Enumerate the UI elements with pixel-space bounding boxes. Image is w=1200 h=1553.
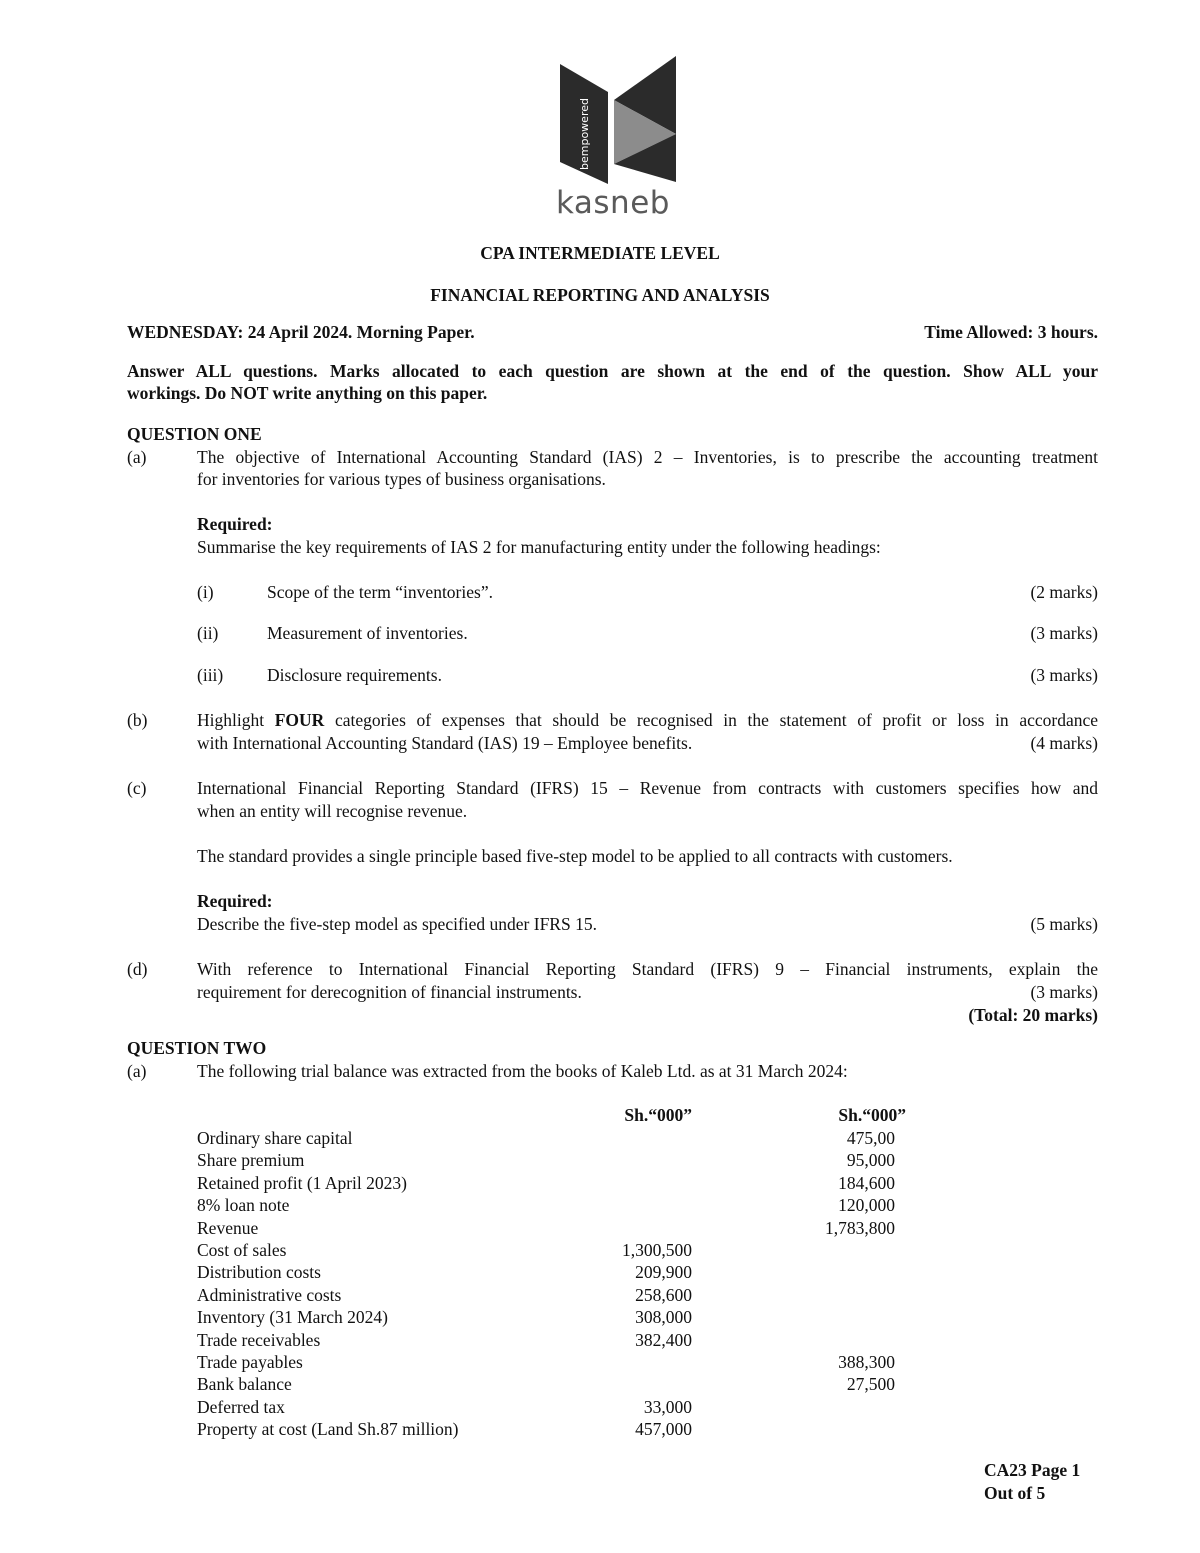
tb-row-debit: 33,000 xyxy=(643,1396,692,1417)
tb-row-item: Deferred tax xyxy=(197,1396,285,1417)
tb-row-item: Trade receivables xyxy=(197,1329,321,1350)
tb-row-item: Trade payables xyxy=(197,1352,303,1372)
tb-row-credit: 475,00 xyxy=(846,1128,895,1148)
q1d-line1: With reference to International Financial Reporting Standard (IFRS) 9 – Financial instruments, explain the xyxy=(197,959,1098,979)
q1c-line1: International Financial Reporting Standard (IFRS) 15 – Revenue from contracts with customers specifies how and xyxy=(197,778,1098,798)
time-allowed: Time Allowed: 3 hours. xyxy=(924,322,1098,342)
q2a-intro: The following trial balance was extracted from the books of Kaleb Ltd. as at 31 March 2024: xyxy=(197,1061,848,1081)
q1c-para2: The standard provides a single principle based five-step model to be applied to all contracts with customers. xyxy=(197,846,953,866)
question-two-title: QUESTION TWO xyxy=(127,1038,267,1058)
q1b-label: (b) xyxy=(127,710,148,730)
tb-row-debit: 258,600 xyxy=(635,1284,692,1305)
instructions-line1: Answer ALL questions. Marks allocated to each question are shown at the end of the question. Show ALL your xyxy=(127,361,1098,381)
exam-date: WEDNESDAY: 24 April 2024. Morning Paper. xyxy=(127,322,475,342)
q1c-instruction: Describe the five-step model as specified under IFRS 15. xyxy=(197,914,597,934)
q1a-part-num: (ii) xyxy=(197,623,219,643)
q1d-label: (d) xyxy=(127,959,148,979)
q1b-line1: Highlight FOUR categories of expenses that should be recognised in the statement of profit or loss in accordance xyxy=(197,710,1099,730)
logo-tagline: bempowered xyxy=(578,98,591,170)
q1a-part-num: (i) xyxy=(197,582,214,602)
q1a-required: Required: xyxy=(197,514,273,534)
q1a-part-text: Disclosure requirements. xyxy=(267,665,442,685)
q1c-required: Required: xyxy=(197,891,273,911)
tb-col-debit-header: Sh.“000” xyxy=(624,1105,692,1125)
tb-row-credit: 95,000 xyxy=(846,1150,895,1171)
q1a-part-text: Measurement of inventories. xyxy=(267,623,468,643)
page-number: CA23 Page 1 xyxy=(984,1460,1081,1480)
q1a-line2: for inventories for various types of business organisations. xyxy=(197,469,606,489)
q1a-label: (a) xyxy=(127,447,147,467)
q1a-part-marks: (3 marks) xyxy=(1030,623,1098,643)
tb-row-credit: 184,600 xyxy=(838,1172,895,1193)
tb-row-item: Share premium xyxy=(197,1150,305,1171)
q1c-label: (c) xyxy=(127,778,147,798)
q1a-part-marks: (3 marks) xyxy=(1030,665,1098,685)
tb-row-item: 8% loan note xyxy=(197,1195,290,1216)
tb-row-item: Cost of sales xyxy=(197,1240,287,1260)
tb-row-debit: 209,900 xyxy=(635,1262,692,1283)
q1c-line2: when an entity will recognise revenue. xyxy=(197,801,468,821)
tb-row-debit: 382,400 xyxy=(635,1329,692,1350)
q1b-marks: (4 marks) xyxy=(1030,733,1098,753)
q1a-part-text: Scope of the term “inventories”. xyxy=(267,582,493,602)
q1a-line1: The objective of International Accounting Standard (IAS) 2 – Inventories, is to prescribe the accounting treatment xyxy=(197,447,1098,467)
tb-row-item: Ordinary share capital xyxy=(197,1128,353,1148)
exam-subject: FINANCIAL REPORTING AND ANALYSIS xyxy=(430,285,770,305)
q2a-label: (a) xyxy=(127,1061,147,1081)
q1a-instruction: Summarise the key requirements of IAS 2 for manufacturing entity under the following headings: xyxy=(197,537,881,557)
q1c-marks: (5 marks) xyxy=(1030,914,1098,934)
q1a-part-marks: (2 marks) xyxy=(1030,582,1098,602)
q1d-line2: requirement for derecognition of financial instruments. xyxy=(197,982,582,1002)
tb-row-item: Property at cost (Land Sh.87 million) xyxy=(197,1419,459,1440)
instructions-line2: workings. Do NOT write anything on this paper. xyxy=(127,383,488,403)
tb-row-item: Revenue xyxy=(197,1217,259,1238)
tb-row-item: Retained profit (1 April 2023) xyxy=(197,1172,407,1193)
q1-total: (Total: 20 marks) xyxy=(968,1005,1098,1025)
exam-level: CPA INTERMEDIATE LEVEL xyxy=(480,243,720,263)
tb-row-credit: 1,783,800 xyxy=(825,1217,895,1238)
tb-row-credit: 27,500 xyxy=(846,1374,895,1395)
tb-row-item: Inventory (31 March 2024) xyxy=(197,1307,388,1328)
q1a-part-num: (iii) xyxy=(197,665,224,685)
page-total: Out of 5 xyxy=(984,1483,1046,1503)
q1b-line2: with International Accounting Standard (IAS) 19 – Employee benefits. xyxy=(197,733,693,753)
question-one-title: QUESTION ONE xyxy=(127,424,262,444)
tb-row-debit: 308,000 xyxy=(635,1307,692,1328)
tb-row-debit: 1,300,500 xyxy=(622,1240,692,1260)
tb-col-credit-header: Sh.“000” xyxy=(838,1105,906,1125)
tb-row-item: Bank balance xyxy=(197,1374,292,1395)
tb-row-item: Administrative costs xyxy=(197,1284,342,1305)
q1d-marks: (3 marks) xyxy=(1030,982,1098,1002)
tb-row-credit: 388,300 xyxy=(838,1352,895,1372)
logo-wordmark: kasneb xyxy=(556,185,670,221)
tb-row-debit: 457,000 xyxy=(635,1419,692,1440)
tb-row-item: Distribution costs xyxy=(197,1262,321,1283)
tb-row-credit: 120,000 xyxy=(838,1195,895,1216)
